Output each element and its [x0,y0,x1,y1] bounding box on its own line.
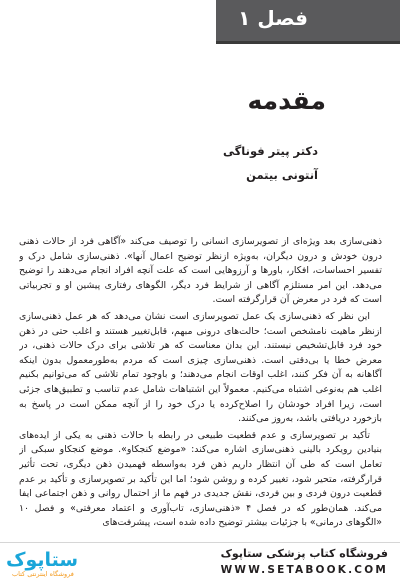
chapter-title: مقدمه [247,86,326,115]
logo-wordmark: ستاپوک [6,549,79,571]
chapter-banner [216,0,400,44]
chapter-label: فصل ۱ [238,6,308,30]
author-name: آنتونی بیتمن [246,168,318,182]
author-list [223,139,318,187]
body-text [19,235,382,543]
store-url: WWW.SETABOOK.COM [220,564,388,576]
body-paragraph: این نظر که ذهنی‌سازی یک عمل تصویرسازی است نشان می‌دهد که هر عمل ذهنی‌سازی ازنظر ماهیت نامشخص است؛ حالت‌های درونی مبهم، قابل‌تغییر هستند و اغلب حتی در ذهن خود فرد قابل‌تشخیص نیستند. این بدان معناست که هر تلاشی برای درک حالات ذهنی، در معرض خطا یا بی‌دقتی است. ذهنی‌سازی چیزی است که مردم به‌طورمعمول بدون اینکه آگاهانه به آن فکر کنند، اغلب اوقات انجام می‌دهند؛ و باوجود تمام تلاشی که می‌توانیم بکنیم اغلب هم به‌نوعی اشتباه می‌کنیم. معمولاً این اشتباهات شامل عدم تناسب و تطبیق‌های جزئی است، زیرا افراد خودشان را اصلاح‌کرده یا درک خود را از آنچه ممکن است در پاسخ به بازخورد دریافتی باشد، به‌روز می‌کنند. [19,310,382,425]
page-footer [0,542,400,583]
logo-subtitle: فروشگاه اینترنتی کتاب [12,570,74,578]
setabook-logo [6,547,114,579]
body-paragraph: ذهنی‌سازی بعد ویژه‌ای از تصویرسازی انسانی را توصیف می‌کند «آگاهی فرد از حالات ذهنی درون خودش و درون دیگران، به‌ویژه ازنظر توضیح اعمال آنها». ذهنی‌سازی شامل درک و تفسیر احساسات، افکار، باورها و آرزوهایی است که علت آنچه افراد انجام می‌دهند را توضیح می‌دهد. این امر مستلزم آگاهی از شرایط فرد دیگر، الگوهای رفتاری پیشین او و تجربیاتی است که فرد در معرض آن قرارگرفته است. [19,236,382,306]
store-name: فروشگاه کتاب پزشکی ستاپوک [220,547,388,560]
author-name: دکتر پیتر فوناگی [222,144,318,158]
body-paragraph: تأکید بر تصویرسازی و عدم قطعیت طبیعی در رابطه با حالات ذهنی به یکی از ایده‌های بنیادین رویکرد بالینی ذهنی‌سازی اشاره می‌کند: «موضع کنجکاو». موضع کنجکاو سبکی از تعامل است که طی آن انتظار داریم ذهن فرد به‌واسطه فهمیدن ذهن دیگری، تحت تأثیر قرارگرفته، متحیر شود، تغییر کرده و روشن شود؛ اما این تأکید بر تصویرسازی و تأکید بر عدم قطعیت درون فردی و بین فردی، نقش جدیدی در فهم ما از احتمال روانی و ذهن اجتماعی ایفا می‌کند. همان‌طور که در فصل ۴ «ذهنی‌سازی، تاب‌آوری و اعتماد معرفتی» و فصل ۱۰ «الگوهای درمانی» با جزئیات بیشتر توضیح داده شده است، پیشرفت‌های [19,429,382,529]
